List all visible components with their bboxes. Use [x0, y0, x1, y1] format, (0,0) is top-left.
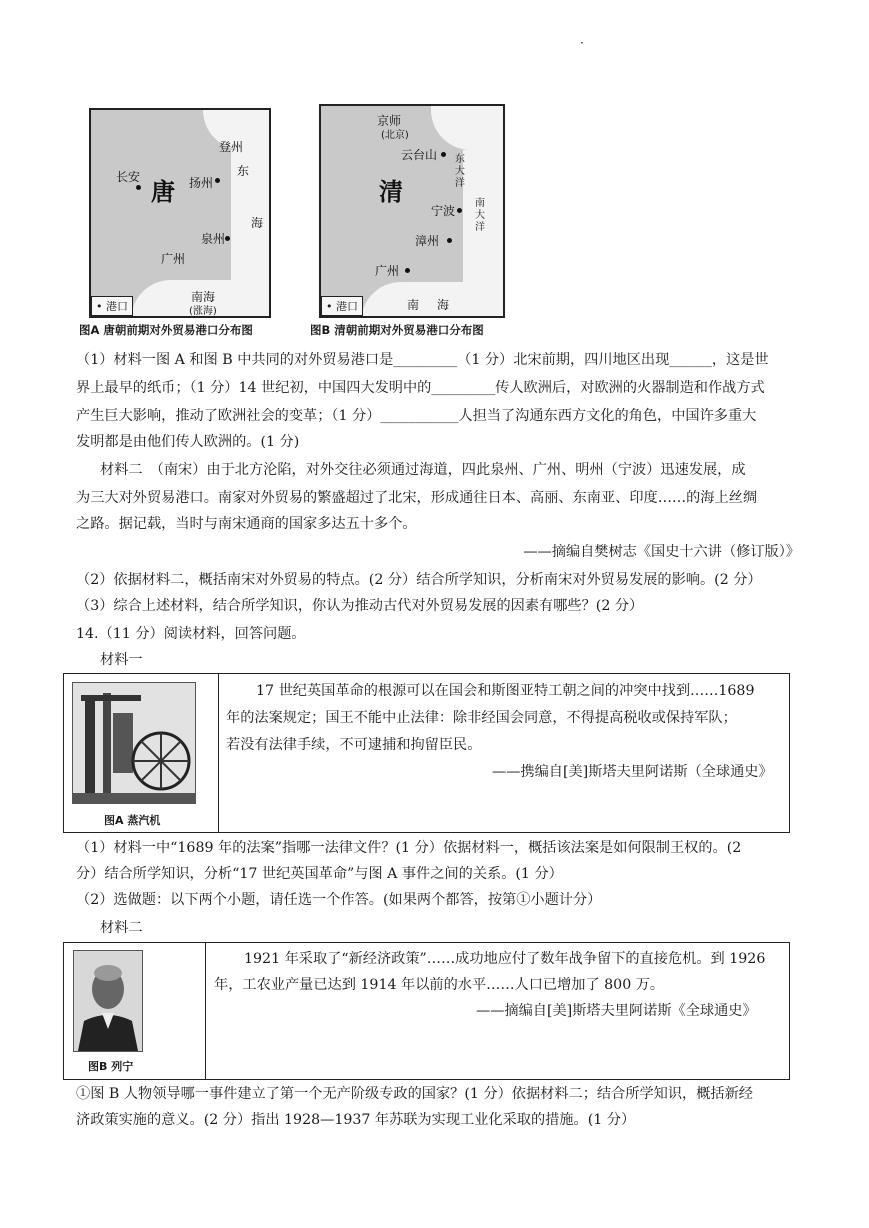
map-b-hai: 海: [437, 298, 450, 312]
map-b-yuntaishan: 云台山: [401, 148, 438, 162]
map-a-legend: • 港口: [91, 296, 133, 316]
map-b-nandayang-1: 南: [475, 198, 485, 209]
q14-1-line-1: （1）材料一中“1689 年的法案”指哪一法律文件？(1 分）依据材料一，概括该法案是如何限制王权的。(2: [76, 840, 742, 856]
last-question-line-1: ①图 B 人物领导哪一事件建立了第一个无产阶级专政的国家？(1 分）依据材料二；结合所学知识，概括新经: [76, 1086, 753, 1102]
lenin-photo: [73, 950, 143, 1052]
map-b-dongdayang-3: 洋: [455, 178, 465, 189]
steam-engine-caption: 图A 蒸汽机: [104, 814, 161, 827]
port-dot: [447, 238, 452, 243]
map-a-tang: 唐: [151, 177, 175, 206]
map-a-caption: 图A 唐朝前期对外贸易港口分布图: [79, 323, 253, 337]
map-b-caption: 图B 清朝前期对外贸易港口分布图: [310, 323, 484, 337]
map-a-hai: 海: [251, 216, 264, 230]
q1-line-2: 界上最早的纸币；（1 分）14 世纪初，中国四大发明中的_________传人欧洲后，对欧洲的火器制造和作战方式: [76, 380, 765, 396]
material2b-label: 材料二: [100, 920, 143, 936]
material2-line-3: 之路。据记载，当时与南宋通商的国家多达五十多个。: [76, 516, 417, 532]
port-dot: [405, 268, 410, 273]
material2-source: ——摘编自樊树志《国史十六讲（修订版）》: [523, 544, 800, 560]
port-dot: [215, 178, 220, 183]
map-b-nan: 南: [407, 298, 420, 312]
map-b-nandayang-2: 大: [475, 210, 485, 221]
map-b-legend: • 港口: [321, 296, 363, 316]
box2-line-1: 1921 年采取了“新经济政策”……成功地应付了数年战争留下的直接危机。到 1926: [244, 951, 766, 967]
box1-line-1: 17 世纪英国革命的根源可以在国会和斯图亚特工朝之间的冲突中找到……1689: [256, 683, 755, 699]
map-a-nanhai: 南海: [191, 290, 216, 304]
map-a-changan: 长安: [116, 170, 141, 184]
map-a-zhanghai: (涨海): [189, 306, 217, 317]
q1-line-3: 产生巨大影响，推动了欧洲社会的变革；（1 分）___________人担当了沟通东西方文化的角色，中国许多重大: [76, 408, 757, 424]
box2-line-2: 年，工农业产量已达到 1914 年以前的水平……人口已增加了 800 万。: [214, 977, 665, 993]
top-mark: ·: [580, 36, 584, 50]
map-b-dongdayang-1: 东: [455, 154, 465, 165]
port-dot: [441, 152, 446, 157]
material1-label: 材料一: [100, 652, 143, 668]
box1-divider: [218, 674, 219, 832]
box1-line-2: 年的法案规定；国王不能中止法律：除非经国会同意，不得提高税收或保持军队；: [226, 710, 737, 726]
map-a-guangzhou: 广州: [161, 252, 186, 266]
map-b: [319, 104, 505, 318]
question-3: （3）综合上述材料，结合所学知识，你认为推动古代对外贸易发展的因素有哪些？(2 分）: [76, 598, 644, 614]
steam-engine-photo: [72, 682, 196, 804]
box1-line-3: 若没有法律手续，不可逮捕和拘留臣民。: [226, 737, 482, 753]
q14-2: （2）选做题：以下两个小题，请任选一个作答。(如果两个都答，按第①小题计分）: [76, 892, 602, 908]
map-a-quanzhou: 泉州: [201, 232, 226, 246]
port-dot: [457, 208, 462, 213]
box1-source: ——携编自[美]斯塔夫里阿诺斯（全球通史》: [492, 764, 773, 780]
last-question-line-2: 济政策实施的意义。(2 分）指出 1928—1937 年苏联为实现工业化采取的措施。(1 分）: [76, 1112, 636, 1128]
q1-line-4: 发明都是由他们传人欧洲的。(1 分): [76, 434, 300, 450]
map-a: [89, 108, 271, 318]
map-b-jingshi: 京师: [377, 114, 402, 128]
box2-divider: [205, 943, 206, 1079]
map-b-dongdayang-2: 大: [455, 166, 465, 177]
map-a-yangzhou: 扬州: [189, 176, 214, 190]
map-b-guangzhou: 广州: [375, 264, 400, 278]
map-b-beijing: (北京): [381, 130, 409, 141]
map-a-dengzhou: 登州: [219, 140, 244, 154]
q1-line-1: （1）材料一图 A 和图 B 中共同的对外贸易港口是_________（1 分）北宋前期，四川地区出现______，这是世: [76, 352, 769, 368]
map-b-ningbo: 宁波: [431, 204, 456, 218]
question-14: 14.（11 分）阅读材料，回答问题。: [76, 626, 306, 642]
map-b-nandayang-3: 洋: [475, 222, 485, 233]
material2-line-1: 材料二 （南宋）由于北方沦陷，对外交往必须通过海道，四此泉州、广州、明州（宁波）迅速发展，成: [100, 462, 746, 478]
port-dot: [225, 236, 230, 241]
port-dot: [136, 185, 141, 190]
question-2: （2）依据材料二，概括南宋对外贸易的特点。(2 分）结合所学知识，分析南宋对外贸易发展的影响。(2 分）: [76, 572, 762, 588]
lenin-caption: 图B 列宁: [88, 1060, 134, 1073]
map-b-qing: 清: [379, 177, 403, 206]
material2-line-2: 为三大对外贸易港口。南家对外贸易的繁盛超过了北宋，形成通往日本、高丽、东南亚、印度……的海上丝绸: [76, 490, 758, 506]
map-b-zhangzhou: 漳州: [415, 234, 440, 248]
q14-1-line-2: 分）结合所学知识，分析“17 世纪英国革命”与图 A 事件之间的关系。(1 分）: [76, 866, 563, 882]
map-a-dong: 东: [237, 164, 250, 178]
box2-source: ——摘编自[美]斯塔夫里阿诺斯《全球通史》: [476, 1003, 757, 1019]
